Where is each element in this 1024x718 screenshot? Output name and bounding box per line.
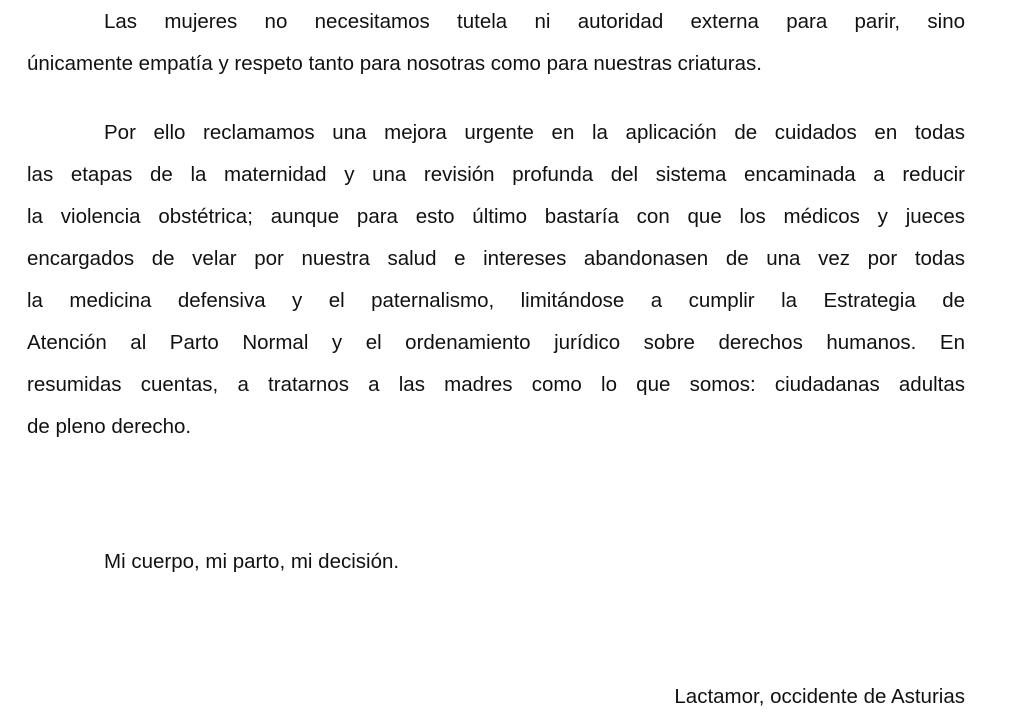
paragraph-line: encargados de velar por nuestra salud e intereses abandonasen de una vez por todas <box>27 247 965 270</box>
paragraph-line: Atención al Parto Normal y el ordenamiento jurídico sobre derechos humanos. En <box>27 331 965 354</box>
paragraph-line: Por ello reclamamos una mejora urgente en la aplicación de cuidados en todas <box>104 121 965 144</box>
paragraph-line: la medicina defensiva y el paternalismo, limitándose a cumplir la Estrategia de <box>27 289 965 312</box>
paragraph-line: únicamente empatía y respeto tanto para nosotras como para nuestras criaturas. <box>27 52 762 75</box>
closing-line: Mi cuerpo, mi parto, mi decisión. <box>104 550 400 573</box>
paragraph-line: las etapas de la maternidad y una revisión profunda del sistema encaminada a reducir <box>27 163 965 186</box>
signature: Lactamor, occidente de Asturias <box>674 685 965 708</box>
paragraph-line: resumidas cuentas, a tratarnos a las madres como lo que somos: ciudadanas adultas <box>27 373 965 396</box>
paragraph-line: de pleno derecho. <box>27 415 192 438</box>
closing-slogan <box>27 541 965 583</box>
paragraph-reclamacion <box>27 112 965 448</box>
paragraph-line: Las mujeres no necesitamos tutela ni autoridad externa para parir, sino <box>104 10 965 33</box>
paragraph-line: la violencia obstétrica; aunque para esto último bastaría con que los médicos y jueces <box>27 205 965 228</box>
paragraph-tutela <box>27 1 965 85</box>
